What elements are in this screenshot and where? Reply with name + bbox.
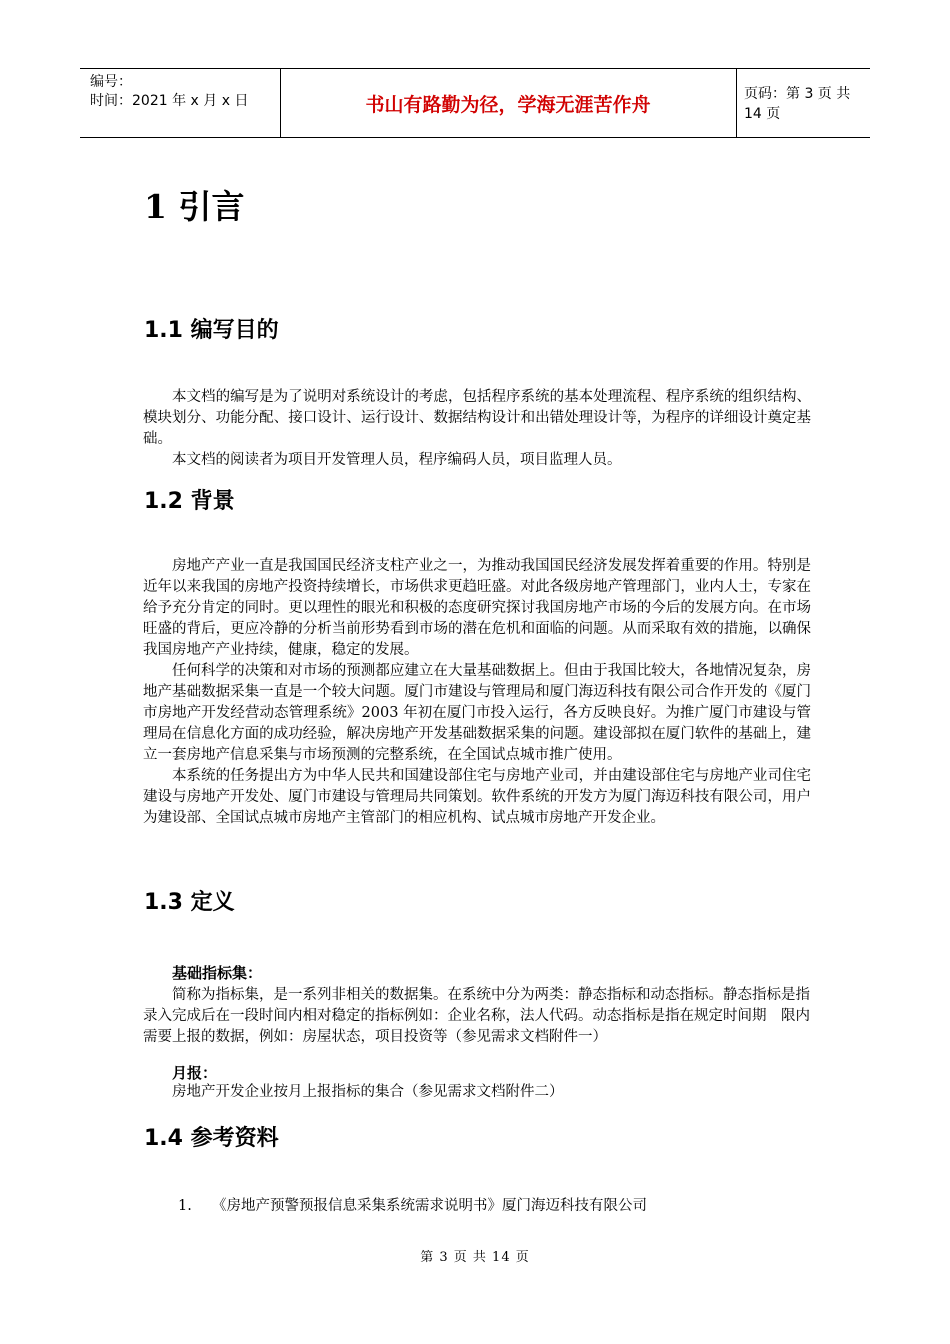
section-title-background: 1.2 背景 bbox=[144, 489, 235, 514]
section-body-purpose bbox=[143, 387, 811, 471]
date-label: 时间：2021 年 x 月 x 日 bbox=[90, 93, 249, 109]
reference-item bbox=[178, 1196, 647, 1217]
header-divider bbox=[736, 69, 737, 137]
header-page-info: 页码：第 3 页 共 14 页 bbox=[744, 86, 851, 122]
section-title-definitions: 1.3 定义 bbox=[144, 890, 235, 915]
serial-label: 编号： bbox=[90, 74, 132, 90]
definition-monthly-report: 房地产开发企业按月上报指标的集合（参见需求文档附件二） bbox=[172, 1084, 564, 1100]
section-body-background bbox=[143, 556, 811, 829]
section-title-purpose: 1.1 编写目的 bbox=[144, 318, 279, 343]
header-meta bbox=[90, 73, 248, 111]
page-header bbox=[80, 68, 870, 138]
term-monthly-report: 月报： bbox=[172, 1064, 218, 1082]
paragraph: 本文档的阅读者为项目开发管理人员，程序编码人员，项目监理人员。 bbox=[172, 452, 622, 468]
reference-number: 1. bbox=[178, 1198, 192, 1214]
page-footer: 第 3 页 共 14 页 bbox=[420, 1250, 530, 1265]
section-title-references: 1.4 参考资料 bbox=[144, 1126, 279, 1151]
term-indicator-set: 基础指标集： bbox=[172, 964, 263, 982]
paragraph: 房地产产业一直是我国国民经济支柱产业之一，为推动我国国民经济发展发挥着重要的作用。特别是近年以来我国的房地产投资持续增长，市场供求更趋旺盛。对此各级房地产管理部门，业内人士，专家在给予充分肯定的同时。更以理性的眼光和积极的态度研究探讨我国房地产市场的今后的发展方向。在市场旺盛的背后，更应冷静的分析当前形势看到市场的潜在危机和面临的问题。从而采取有效的措施，以确保我国房地产产业持续，健康，稳定的发展。 bbox=[143, 558, 811, 658]
reference-text: 《房地产预警预报信息采集系统需求说明书》厦门海迈科技有限公司 bbox=[212, 1198, 647, 1214]
paragraph: 本系统的任务提出方为中华人民共和国建设部住宅与房地产业司，并由建设部住宅与房地产业司住宅建设与房地产开发处、厦门市建设与管理局共同策划。软件系统的开发方为厦门海迈科技有限公司，用户为建设部、全国试点城市房地产主管部门的相应机构、试点城市房地产开发企业。 bbox=[143, 768, 811, 826]
header-motto: 书山有路勤为径，学海无涯苦作舟 bbox=[365, 93, 651, 116]
paragraph: 任何科学的决策和对市场的预测都应建立在大量基础数据上。但由于我国比较大，各地情况复杂，房地产基础数据采集一直是一个较大问题。厦门市建设与管理局和厦门海迈科技有限公司合作开发的《厦门市房地产开发经营动态管理系统》2003 年初在厦门市投入运行，各方反映良好。为推广厦门市建设与管理局在信息化方面的成功经验，解决房地产开发基础数据采集的问题。建设部拟在厦门软件的基础上，建立一套房地产信息采集与市场预测的完整系统，在全国试点城市推广使用。 bbox=[143, 663, 811, 763]
definition-indicator-set: 简称为指标集，是一系列非相关的数据集。在系统中分为两类：静态指标和动态指标。静态指标是指录入完成后在一段时间内相对稳定的指标例如：企业名称，法人代码。动态指标是指在规定时间期 限内需要上报的数据，例如：房屋状态，项目投资等（参见需求文档附件一） bbox=[143, 987, 810, 1045]
chapter-title: 1 引言 bbox=[144, 187, 245, 226]
paragraph: 本文档的编写是为了说明对系统设计的考虑，包括程序系统的基本处理流程、程序系统的组织结构、模块划分、功能分配、接口设计、运行设计、数据结构设计和出错处理设计等，为程序的详细设计奠定基础。 bbox=[143, 389, 811, 447]
